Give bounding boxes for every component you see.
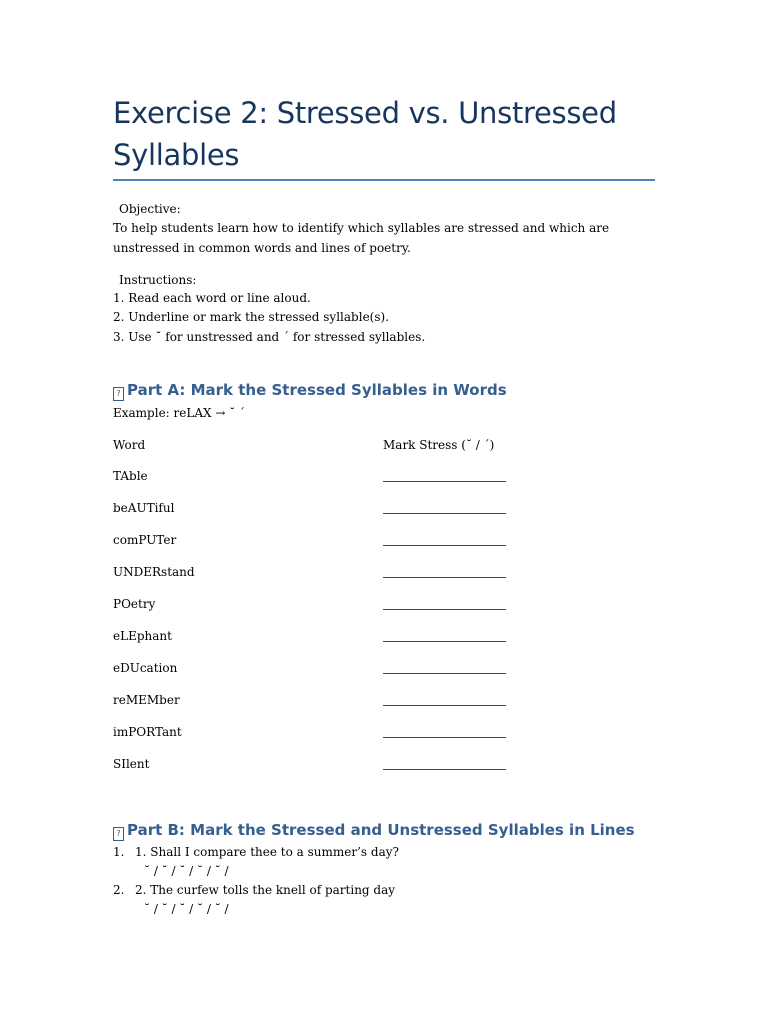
word-label: TAble bbox=[113, 469, 148, 483]
part-b-heading bbox=[113, 820, 635, 841]
objective-text-line-1: To help students learn how to identify which syllables are stressed and which are bbox=[113, 221, 610, 235]
word-label: reMEMber bbox=[113, 693, 180, 707]
word-row bbox=[113, 562, 658, 582]
word-row bbox=[113, 658, 658, 678]
word-row bbox=[113, 466, 658, 486]
instructions-label: Instructions: bbox=[119, 273, 197, 287]
answer-blank[interactable] bbox=[383, 673, 506, 674]
column-header-mark-stress: Mark Stress (˘ / ´) bbox=[383, 438, 495, 452]
answer-blank[interactable] bbox=[383, 577, 506, 578]
word-row bbox=[113, 754, 658, 774]
word-label: SIlent bbox=[113, 757, 150, 771]
word-row bbox=[113, 594, 658, 614]
answer-blank[interactable] bbox=[383, 737, 506, 738]
part-a-heading bbox=[113, 380, 507, 401]
answer-blank[interactable] bbox=[383, 609, 506, 610]
word-label: comPUTer bbox=[113, 533, 177, 547]
word-label: beAUTiful bbox=[113, 501, 175, 515]
word-label: eDUcation bbox=[113, 661, 178, 675]
word-label: UNDERstand bbox=[113, 565, 195, 579]
column-header-word: Word bbox=[113, 438, 146, 452]
missing-glyph-icon: ? bbox=[113, 827, 124, 841]
list-number: 2. bbox=[113, 883, 125, 897]
page-title: Exercise 2: Stressed vs. Unstressed Syllables bbox=[113, 96, 617, 172]
word-row bbox=[113, 690, 658, 710]
word-row bbox=[113, 498, 658, 518]
answer-blank[interactable] bbox=[383, 513, 506, 514]
missing-glyph-icon: ? bbox=[113, 387, 124, 401]
instruction-step-1: 1. Read each word or line aloud. bbox=[113, 291, 311, 305]
answer-blank[interactable] bbox=[383, 481, 506, 482]
part-a-heading-text: Part A: Mark the Stressed Syllables in Words bbox=[127, 381, 507, 399]
word-row bbox=[113, 530, 658, 550]
part-a-example: Example: reLAX → ˘ ´ bbox=[113, 406, 246, 420]
objective-label: Objective: bbox=[119, 202, 181, 216]
word-label: imPORTant bbox=[113, 725, 182, 739]
poetry-line-text: 1. Shall I compare thee to a summer’s day? bbox=[135, 845, 399, 859]
word-label: eLEphant bbox=[113, 629, 172, 643]
list-number: 1. bbox=[113, 845, 125, 859]
stress-marks: ˘ / ˘ / ˘ / ˘ / ˘ / bbox=[144, 864, 229, 878]
answer-blank[interactable] bbox=[383, 705, 506, 706]
objective-text-line-2: unstressed in common words and lines of poetry. bbox=[113, 241, 411, 255]
answer-blank[interactable] bbox=[383, 769, 506, 770]
instruction-step-3: 3. Use ˘ for unstressed and ´ for stressed syllables. bbox=[113, 330, 426, 344]
instruction-step-2: 2. Underline or mark the stressed syllable(s). bbox=[113, 310, 389, 324]
word-row bbox=[113, 626, 658, 646]
title-divider bbox=[113, 179, 655, 181]
word-row bbox=[113, 722, 658, 742]
answer-blank[interactable] bbox=[383, 545, 506, 546]
poetry-line-text: 2. The curfew tolls the knell of parting day bbox=[135, 883, 396, 897]
part-b-heading-text: Part B: Mark the Stressed and Unstressed Syllables in Lines bbox=[127, 821, 635, 839]
word-table-header bbox=[113, 435, 658, 455]
answer-blank[interactable] bbox=[383, 641, 506, 642]
word-label: POetry bbox=[113, 597, 156, 611]
stress-marks: ˘ / ˘ / ˘ / ˘ / ˘ / bbox=[144, 902, 229, 916]
